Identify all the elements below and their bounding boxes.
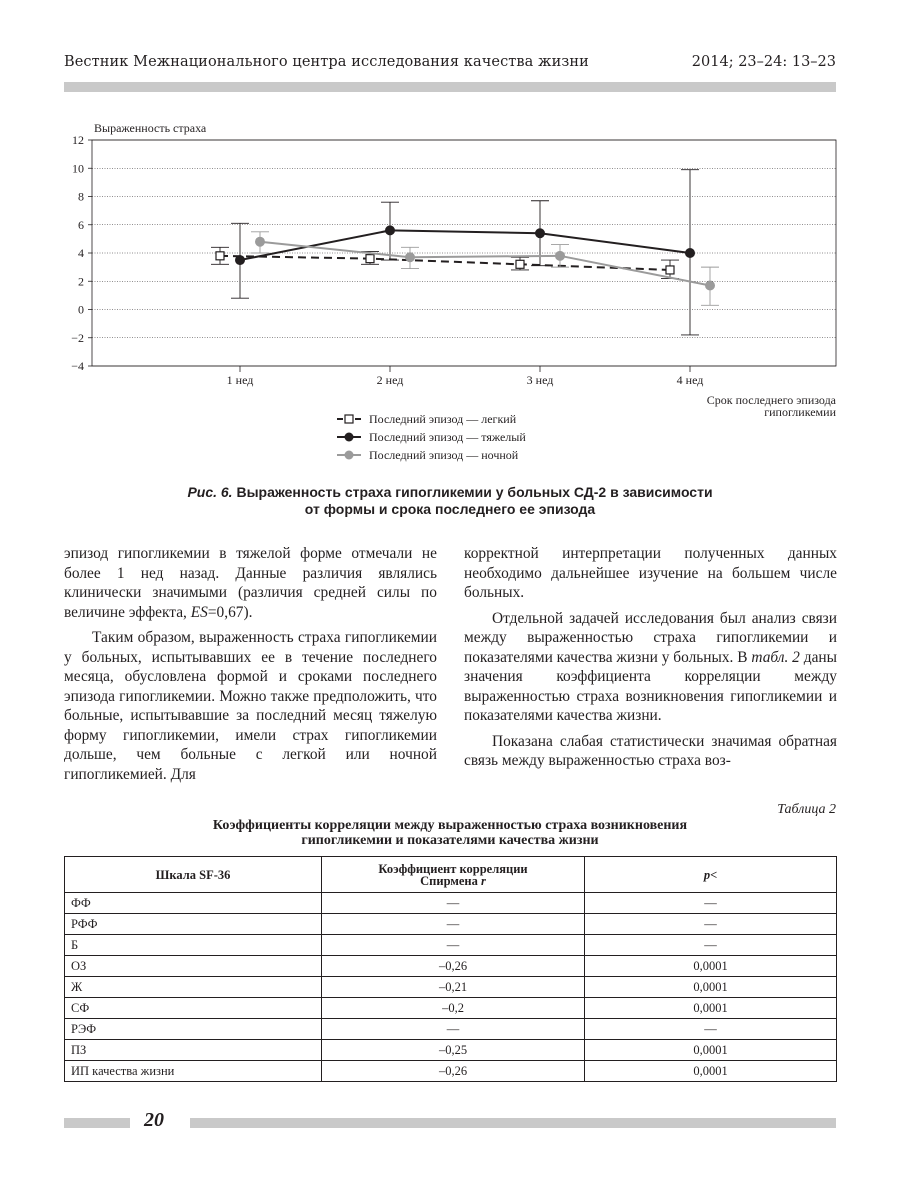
cell-r: –0,2 <box>322 998 585 1019</box>
data-point <box>516 260 524 268</box>
data-point <box>536 229 545 238</box>
text-column-right <box>464 544 837 771</box>
y-tick-label: 8 <box>78 189 84 204</box>
header-p-label: p< <box>703 867 718 882</box>
table-title <box>100 818 800 848</box>
figure-6-chart <box>0 0 900 480</box>
x-tick-label: 2 нед <box>376 373 404 387</box>
legend-label: Последний эпизод — ночной <box>369 448 519 462</box>
data-point <box>556 251 565 260</box>
header-scale: Шкала SF-36 <box>65 857 322 893</box>
y-tick-label: −4 <box>71 359 84 373</box>
data-point <box>666 266 674 274</box>
cell-p: 0,0001 <box>585 998 837 1019</box>
paragraph: Показана слабая статистически значимая обратная связь между выраженностью страха воз- <box>464 732 837 769</box>
table-row <box>65 935 837 956</box>
cell-p: 0,0001 <box>585 1061 837 1082</box>
data-point <box>406 253 415 262</box>
table-number: Таблица 2 <box>777 802 836 817</box>
footer-bar-right <box>190 1118 836 1128</box>
table-row <box>65 914 837 935</box>
y-tick-label: 4 <box>78 246 84 260</box>
cell-p: 0,0001 <box>585 977 837 998</box>
y-tick-label: 0 <box>78 302 84 317</box>
data-point <box>256 237 265 246</box>
y-axis-title: Выраженность страха <box>94 121 207 135</box>
data-point <box>706 281 715 290</box>
x-tick-label: 4 нед <box>676 373 704 387</box>
table-body <box>65 893 837 1082</box>
cell-scale: РФФ <box>65 914 322 935</box>
legend-label: Последний эпизод — легкий <box>369 412 517 426</box>
cell-scale: ПЗ <box>65 1040 322 1061</box>
paragraph: корректной интерпретации полученных данных необходимо дальнейшее изучение на большем числе больных. <box>464 545 837 601</box>
y-tick-label: 10 <box>72 161 84 176</box>
figure-caption <box>100 484 800 518</box>
y-tick-label: 2 <box>78 274 84 289</box>
cell-p: — <box>585 1019 837 1040</box>
header-coef-line2: Спирмена <box>420 873 481 888</box>
table-row <box>65 998 837 1019</box>
table-row <box>65 893 837 914</box>
table-reference: табл. 2 <box>751 648 800 666</box>
issue-info: 2014; 23–24: 13–23 <box>691 54 836 70</box>
table-title-line2: гипогликемии и показателями качества жизни <box>301 833 599 848</box>
data-point <box>216 252 224 260</box>
cell-r: — <box>322 935 585 956</box>
cell-r: — <box>322 1019 585 1040</box>
figure-label: Рис. 6. <box>187 484 233 500</box>
table-row <box>65 977 837 998</box>
x-tick-label: 1 нед <box>226 373 254 387</box>
table-row <box>65 1019 837 1040</box>
effect-size-symbol: ES <box>190 603 208 621</box>
table-row <box>65 956 837 977</box>
data-point <box>386 226 395 235</box>
cell-r: –0,25 <box>322 1040 585 1061</box>
x-axis-title-line1: Срок последнего эпизода <box>706 393 836 407</box>
journal-title: Вестник Межнационального центра исследования качества жизни <box>64 54 589 70</box>
header-coefficient <box>322 857 585 893</box>
cell-r: –0,26 <box>322 956 585 977</box>
text-run: эпизод гипогликемии в тяжелой форме отмечали не более 1 нед назад. Данные различия являлись клинически значимыми (различия средней силы по величине эффекта, <box>64 545 437 621</box>
data-point <box>366 255 374 263</box>
table-row <box>65 1061 837 1082</box>
table-header-row <box>65 857 837 893</box>
cell-r: — <box>322 914 585 935</box>
y-tick-label: 12 <box>72 133 84 147</box>
paragraph: Таким образом, выраженность страха гипогликемии у больных, испытывавших ее в течение последнего месяца, обусловлена формой и сроками последнего эпизода гипогликемии. Можно также предположить, что больные, испытывавшие за последний месяц тяжелую форму гипогликемии, имели страх гипогликемии дольше, чем больные с легкой или ночной гипогликемией. Для <box>64 629 437 783</box>
data-point <box>686 249 695 258</box>
plot-area <box>92 140 836 366</box>
cell-p: — <box>585 893 837 914</box>
cell-p: — <box>585 914 837 935</box>
table-title-line1: Коэффициенты корреляции между выраженностью страха возникновения <box>212 818 688 833</box>
y-tick-label: 6 <box>78 217 84 232</box>
header-coef-symbol: r <box>480 873 486 888</box>
cell-scale: Б <box>65 935 322 956</box>
text-run: Отдельной задачей исследования был анализ связи между выраженностью страха гипогликемии и показателями качества жизни у больных. В <box>464 609 837 666</box>
y-tick-label: −2 <box>71 330 84 345</box>
x-tick-label: 3 нед <box>526 373 554 387</box>
cell-r: –0,26 <box>322 1061 585 1082</box>
paragraph <box>464 609 837 726</box>
figure-caption-line2: от формы и срока последнего ее эпизода <box>304 501 596 517</box>
page-number: 20 <box>144 1109 164 1131</box>
table-row <box>65 1040 837 1061</box>
cell-scale: СФ <box>65 998 322 1019</box>
data-point <box>236 256 245 265</box>
legend-marker <box>345 451 354 460</box>
legend-marker <box>345 433 354 442</box>
cell-r: –0,21 <box>322 977 585 998</box>
correlation-table <box>64 856 837 1082</box>
text-run: даны значения коэффициента корреляции между выраженностью страха возникновения гипогликемии и показателями качества жизни. <box>464 648 837 724</box>
legend-label: Последний эпизод — тяжелый <box>369 430 526 444</box>
cell-scale: Ж <box>65 977 322 998</box>
text-run: =0,67). <box>207 603 253 621</box>
cell-p: 0,0001 <box>585 956 837 977</box>
footer-bar-left <box>64 1118 130 1128</box>
figure-caption-line1: Выраженность страха гипогликемии у больных СД-2 в зависимости <box>236 484 713 500</box>
legend-marker <box>345 415 353 423</box>
cell-r: — <box>322 893 585 914</box>
cell-scale: ИП качества жизни <box>65 1061 322 1082</box>
header-p <box>585 857 837 893</box>
cell-p: 0,0001 <box>585 1040 837 1061</box>
header-coef-line1: Коэффициент корреляции <box>378 861 528 876</box>
cell-scale: ФФ <box>65 893 322 914</box>
text-column-left <box>64 544 437 784</box>
cell-scale: ОЗ <box>65 956 322 977</box>
cell-scale: РЭФ <box>65 1019 322 1040</box>
x-axis-title-line2: гипогликемии <box>764 405 836 419</box>
paragraph <box>64 544 437 622</box>
cell-p: — <box>585 935 837 956</box>
